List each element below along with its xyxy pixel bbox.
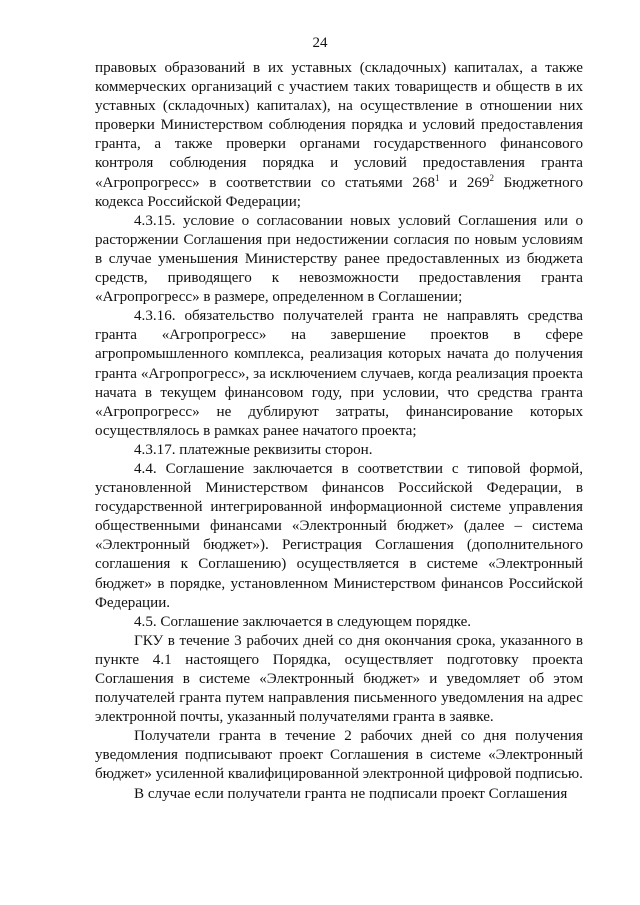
paragraph-4-5: 4.5. Соглашение заключается в следующем порядке. bbox=[134, 613, 472, 630]
paragraph-4-3-17: 4.3.17. платежные реквизиты сторон. bbox=[134, 441, 373, 458]
paragraph-text: Бюджетного кодекса Российской Федерации; bbox=[95, 174, 584, 210]
document-body bbox=[95, 59, 583, 804]
paragraph-signing: Получатели гранта в течение 2 рабочих дней со дня получения уведомления подписывают проект Соглашения в системе «Электронный бюджет» усиленной квалифицированной электронной цифровой подписью. bbox=[95, 728, 583, 783]
paragraph-text: правовых образований в их уставных (складочных) капиталах, а также коммерческих организаций с участием таких товариществ и обществ в их уставных (складочных) капиталах), на осуществление в отношении них проверки Министерством соблюдения порядка и условий предоставления гранта, а также проверки органами государственного финансового контроля соблюдения порядка и условий предоставления гранта «Агропрогресс» в соответствии со статьями 268 bbox=[95, 60, 583, 191]
paragraph-gku: ГКУ в течение 3 рабочих дней со дня окончания срока, указанного в пункте 4.1 настоящего Порядка, осуществляет подготовку проекта Соглашения в системе «Электронный бюджет» и уведомляет об этом получателей гранта путем направления письменного уведомления на адрес электронной почты, указанный получателями гранта в заявке. bbox=[95, 632, 583, 726]
page-number: 24 bbox=[312, 35, 328, 51]
paragraph-4-3-16: 4.3.16. обязательство получателей гранта не направлять средства гранта «Агропрогресс» на завершение проектов в сфере агропромышленного комплекса, реализация которых начата до получения гранта «Агропрогресс», за исключением случаев, когда реализация проекта начата в текущем финансовом году, при условии, что средства гранта «Агропрогресс» не дублируют затраты, финансирование которых осуществлялось в рамках ранее начатого проекта; bbox=[95, 308, 583, 439]
superscript: 1 bbox=[435, 172, 440, 183]
paragraph-4-3-15: 4.3.15. условие о согласовании новых условий Соглашения или о расторжении Соглашения при недостижении согласия по новым условиям в случае уменьшения Министерству ранее предоставленных из бюджета средств, приводящего к невозможности предоставления гранта «Агропрогресс» в размере, определенном в Соглашении; bbox=[95, 212, 583, 306]
paragraph-4-4: 4.4. Соглашение заключается в соответствии с типовой формой, установленной Министерством финансов Российской Федерации, в государственной интегрированной информационной системе управления общественными финансами «Электронный бюджет» (далее – система «Электронный бюджет»). Регистрация Соглашения (дополнительного соглашения к Соглашению) осуществляется в системе «Электронный бюджет» в порядке, установленном Министерством финансов Российской Федерации. bbox=[95, 460, 583, 611]
superscript: 2 bbox=[489, 172, 494, 183]
paragraph-unsigned: В случае если получатели гранта не подписали проект Соглашения bbox=[134, 785, 568, 802]
paragraph-statutes bbox=[95, 59, 583, 212]
paragraph-text: и 269 bbox=[439, 174, 490, 191]
